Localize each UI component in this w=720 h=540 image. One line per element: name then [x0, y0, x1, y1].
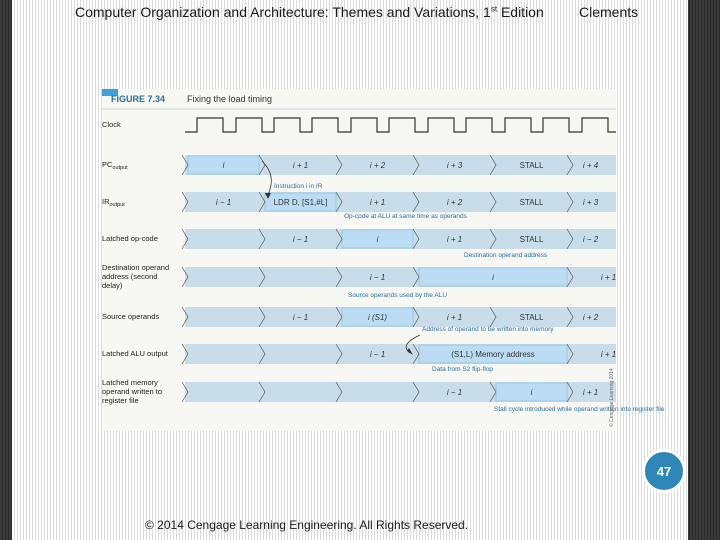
annotation-destination: Destination operand address	[464, 252, 548, 259]
annotation-opcode: Op-code at ALU at same time as operands	[344, 213, 467, 220]
annotation-source: Source operands used by the ALU	[348, 292, 448, 299]
cell-value: i − 2	[582, 235, 599, 244]
row-label: Latched ALU output	[102, 349, 168, 358]
row-label: register file	[102, 396, 139, 405]
annotation-stall: Stall cycle introduced while operand written into register file	[494, 406, 665, 413]
cell-value: i + 1	[369, 198, 386, 207]
cell-value: i	[530, 388, 533, 397]
slide-author: Clements	[579, 4, 639, 20]
cell-value: STALL	[519, 313, 544, 322]
cell-value: i − 1	[369, 350, 386, 359]
cell-value: i + 2	[446, 198, 463, 207]
cell-value: i − 1	[446, 388, 463, 397]
cell-value: LDR D, [S1,#L]	[273, 198, 328, 207]
row-label: Latched op-code	[102, 234, 158, 243]
cell-value: i + 2	[582, 313, 599, 322]
cell-value: i + 1	[292, 161, 309, 170]
row-label: Latched memory	[102, 378, 158, 387]
cell-value: i − 1	[292, 235, 309, 244]
annotation-address: Address of operand to be written into memory	[422, 326, 554, 333]
row-label: delay)	[102, 281, 123, 290]
cell-value: i + 2	[369, 161, 386, 170]
clock-waveform	[185, 118, 616, 132]
row-label: Destination operand	[102, 263, 170, 272]
cell-value: i	[222, 161, 225, 170]
timing-figure	[102, 89, 665, 431]
row-label: Source operands	[102, 312, 160, 321]
row-band	[185, 192, 616, 212]
cell-value: i + 3	[446, 161, 463, 170]
cell-value: i + 4	[582, 161, 599, 170]
cell-value: i + 1	[582, 388, 599, 397]
row-label: operand written to	[102, 387, 163, 396]
cell-value: i − 1	[369, 273, 386, 282]
row-label: Clock	[102, 120, 121, 129]
cell-value: i − 1	[292, 313, 309, 322]
cell-value: STALL	[519, 235, 544, 244]
annotation-instruction: Instruction i in IR	[274, 183, 323, 190]
cell-value: STALL	[519, 198, 544, 207]
cell-value: i	[376, 235, 379, 244]
timing-diagram	[102, 89, 665, 431]
cell-value: (S1,L) Memory address	[451, 350, 535, 359]
figure-side-credit: © Cengage Learning 2014	[609, 368, 615, 427]
page-number-badge: 47	[642, 449, 686, 493]
copyright-text: © 2014 Cengage Learning Engineering. All Rights Reserved.	[145, 518, 469, 532]
figure-label: FIGURE 7.34	[111, 94, 166, 104]
cell-value: i + 1	[600, 273, 617, 282]
cell-value: i + 1	[600, 350, 617, 359]
cell-value: i + 3	[582, 198, 599, 207]
annotation-data: Data from S2 flip-flop	[432, 366, 494, 373]
cell-value: i (S1)	[367, 313, 388, 322]
figure-caption: Fixing the load timing	[187, 94, 273, 104]
row-label: $PC_{output}$	[102, 160, 128, 171]
row-label: address (second	[102, 272, 158, 281]
cell-value: i − 1	[215, 198, 232, 207]
cell-value: STALL	[519, 161, 544, 170]
cell-value: i	[492, 273, 494, 282]
slide-title: Computer Organization and Architecture: Themes and Variations, 1st Edition	[75, 4, 544, 20]
cell-value: i + 1	[446, 313, 463, 322]
cell-value: i + 1	[446, 235, 463, 244]
row-label: $IR_{output}$	[102, 197, 125, 208]
